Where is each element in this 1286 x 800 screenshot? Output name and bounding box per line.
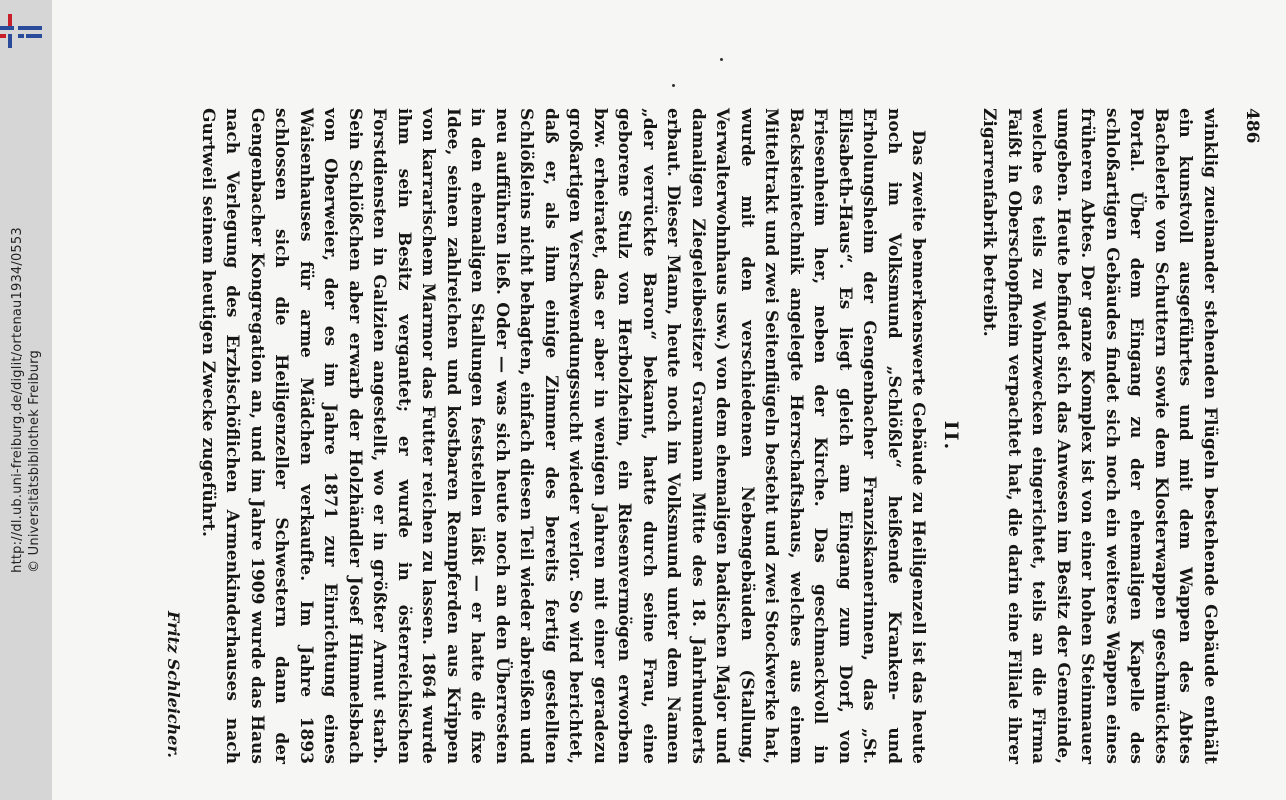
source-info (9, 227, 43, 573)
scan-speck (720, 58, 723, 61)
paragraph-1: winklig zueinander stehenden Flügeln bestehende Gebäude enthält ein kunstvoll ausgeführtes und mit dem Wappen des Abtes Bachelerle von Schuttern sowie dem Klosterwappen geschmücktes Portal. Über dem Eingang zu der ehemaligen Kapelle des schloßartigen Gebäudes findet sich noch ein weiteres Wappen eines früheren Abtes. Der ganze Komplex ist von einer hohen Steinmauer umgeben. Heute befindet sich das Anwesen im Besitz der Gemeinde, welche es teils zu Wohnzwecken eingerichtet, teils an die Firma Faißt in Oberschopfheim verpachtet hat, die darin eine Filiale ihrer Zigarrenfabrik betreibt. (979, 108, 1220, 764)
section-heading: II. (940, 420, 962, 452)
page-body (161, 108, 1222, 764)
paragraph-2: Das zweite bemerkenswerte Gebäude zu Heiligenzell ist das heute noch im Volksmund „Schlößle“ heißende Kranken- und Erholungsheim der Gengenbacher Franziskanerinnen, das „St. Elisabeth-Haus“. Es liegt gleich am Eingang zum Dorf, von Friesenheim her, neben der Kirche. Das geschmackvoll in Backsteintechnik angelegte Herrschaftshaus, welches aus einem Mitteltrakt und zwei Seitenflügeln besteht und zwei Stockwerke hat, wurde mit den verschiedenen Nebengebäuden (Stallung, Verwalterwohnhaus usw.) von dem ehemaligen badischen Major und damaligen Ziegeleibesitzer Graumann Mitte des 18. Jahrhunderts erbaut. Dieser Mann, heute noch im Volksmund unter dem Namen „der verrückte Baron“ bekannt, hatte durch seine Frau, eine geborene Stulz von Herbolzheim, ein Riesenvermögen erworben bzw. erheiratet, das er aber in wenigen Jahren mit einer geradezu großartigen Verschwendungssucht wieder verlor. So wird berichtet, daß er, als ihm einige Zimmer des bereits fertig gestellten Schlößleins nicht behagten, einfach diesen Teil wieder abreißen und neu aufführen ließ. Oder — was sich heute noch an den Überresten in den ehemaligen Stallungen feststellen läßt — er hatte die fixe Idee, seinen zahlreichen und kostbaren Rennpferden aus Krippen von karrarischem Marmor das Futter reichen zu lassen. 1864 wurde ihm sein Besitz vergantet; er wurde in österreichischen Forstdiensten in Galizien angestellt, wo er in größter Armut starb. Sein Schlößchen aber erwarb der Holzhändler Josef Himmelsbach von Oberweier, der es im Jahre 1871 zur Einrichtung eines Waisenhauses für arme Mädchen verkaufte. Im Jahre 1893 schlossen sich die Heiligenzeller Schwestern dann der Gengenbacher Kongregation an, und im Jahre 1909 wurde das Haus nach Verlegung des Erzbischöflichen Armenkinderhauses nach Gurtweil seinem heutigen Zwecke zugeführt. (198, 108, 929, 764)
copyright-notice: © Universitätsbibliothek Freiburg (27, 350, 42, 573)
author-signature: Fritz Schleicher. (164, 611, 184, 758)
university-library-logo-icon[interactable] (0, 12, 44, 52)
document-page (52, 0, 1286, 800)
rotated-page-content (164, 108, 1262, 764)
source-url[interactable]: http://dl.ub.uni-freiburg.de/diglit/ortenau1934/0553 (10, 227, 25, 573)
viewer-sidebar (0, 0, 52, 800)
page-number: 486 (1242, 108, 1262, 144)
scan-speck (672, 84, 675, 87)
